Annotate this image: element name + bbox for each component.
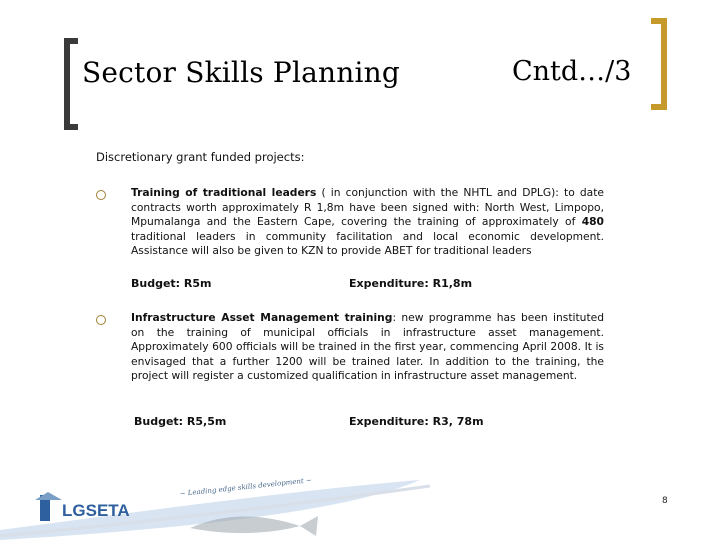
project-highlight: 480	[581, 215, 604, 228]
footer-banner	[0, 470, 720, 540]
section-intro: Discretionary grant funded projects:	[96, 150, 305, 164]
footer-tagline: ~ Leading edge skills development ~	[179, 476, 313, 498]
footer-artwork	[0, 470, 720, 540]
project-description	[131, 186, 604, 259]
project-expenditure: Expenditure: R1,8m	[349, 277, 473, 290]
continuation-marker: Cntd…/3	[512, 56, 632, 87]
left-bracket-decoration	[64, 38, 78, 130]
project-title: Training of traditional leaders	[131, 186, 317, 199]
fish-tail-icon	[300, 516, 318, 536]
project-body: : new programme has been instituted on the training of municipal officials in infrastructure asset management. Approximately 600 officials will be trained in the first year, commencing April 2008. It is envisaged that a further 1200 will be trained later. In addition to the training, the project will register a customized qualification in infrastructure asset management.	[131, 311, 605, 382]
project-budget: Budget: R5m	[131, 277, 212, 290]
project-budget: Budget: R5,5m	[134, 415, 227, 428]
project-description	[131, 311, 604, 384]
project-body-end: traditional leaders in community facilitation and local economic development. Assistance will also be given to KZN to provide ABET for traditional leaders	[131, 229, 604, 257]
slide-title: Sector Skills Planning	[82, 56, 400, 89]
logo-text: LGSETA	[62, 501, 130, 520]
bullet-icon	[96, 190, 106, 200]
bullet-icon	[96, 315, 106, 325]
project-expenditure: Expenditure: R3, 78m	[349, 415, 484, 428]
project-title: Infrastructure Asset Management training	[131, 311, 393, 324]
right-bracket-decoration	[651, 18, 667, 110]
logo-roof-icon	[35, 492, 62, 500]
page-number: 8	[662, 496, 668, 506]
project-body: ( in conjunction with the NHTL and DPLG): to date contracts worth approximately R 1,8m have been signed with: North West, Limpopo, Mpumalanga and the Eastern Cape, covering the training of approximately of	[131, 186, 604, 228]
